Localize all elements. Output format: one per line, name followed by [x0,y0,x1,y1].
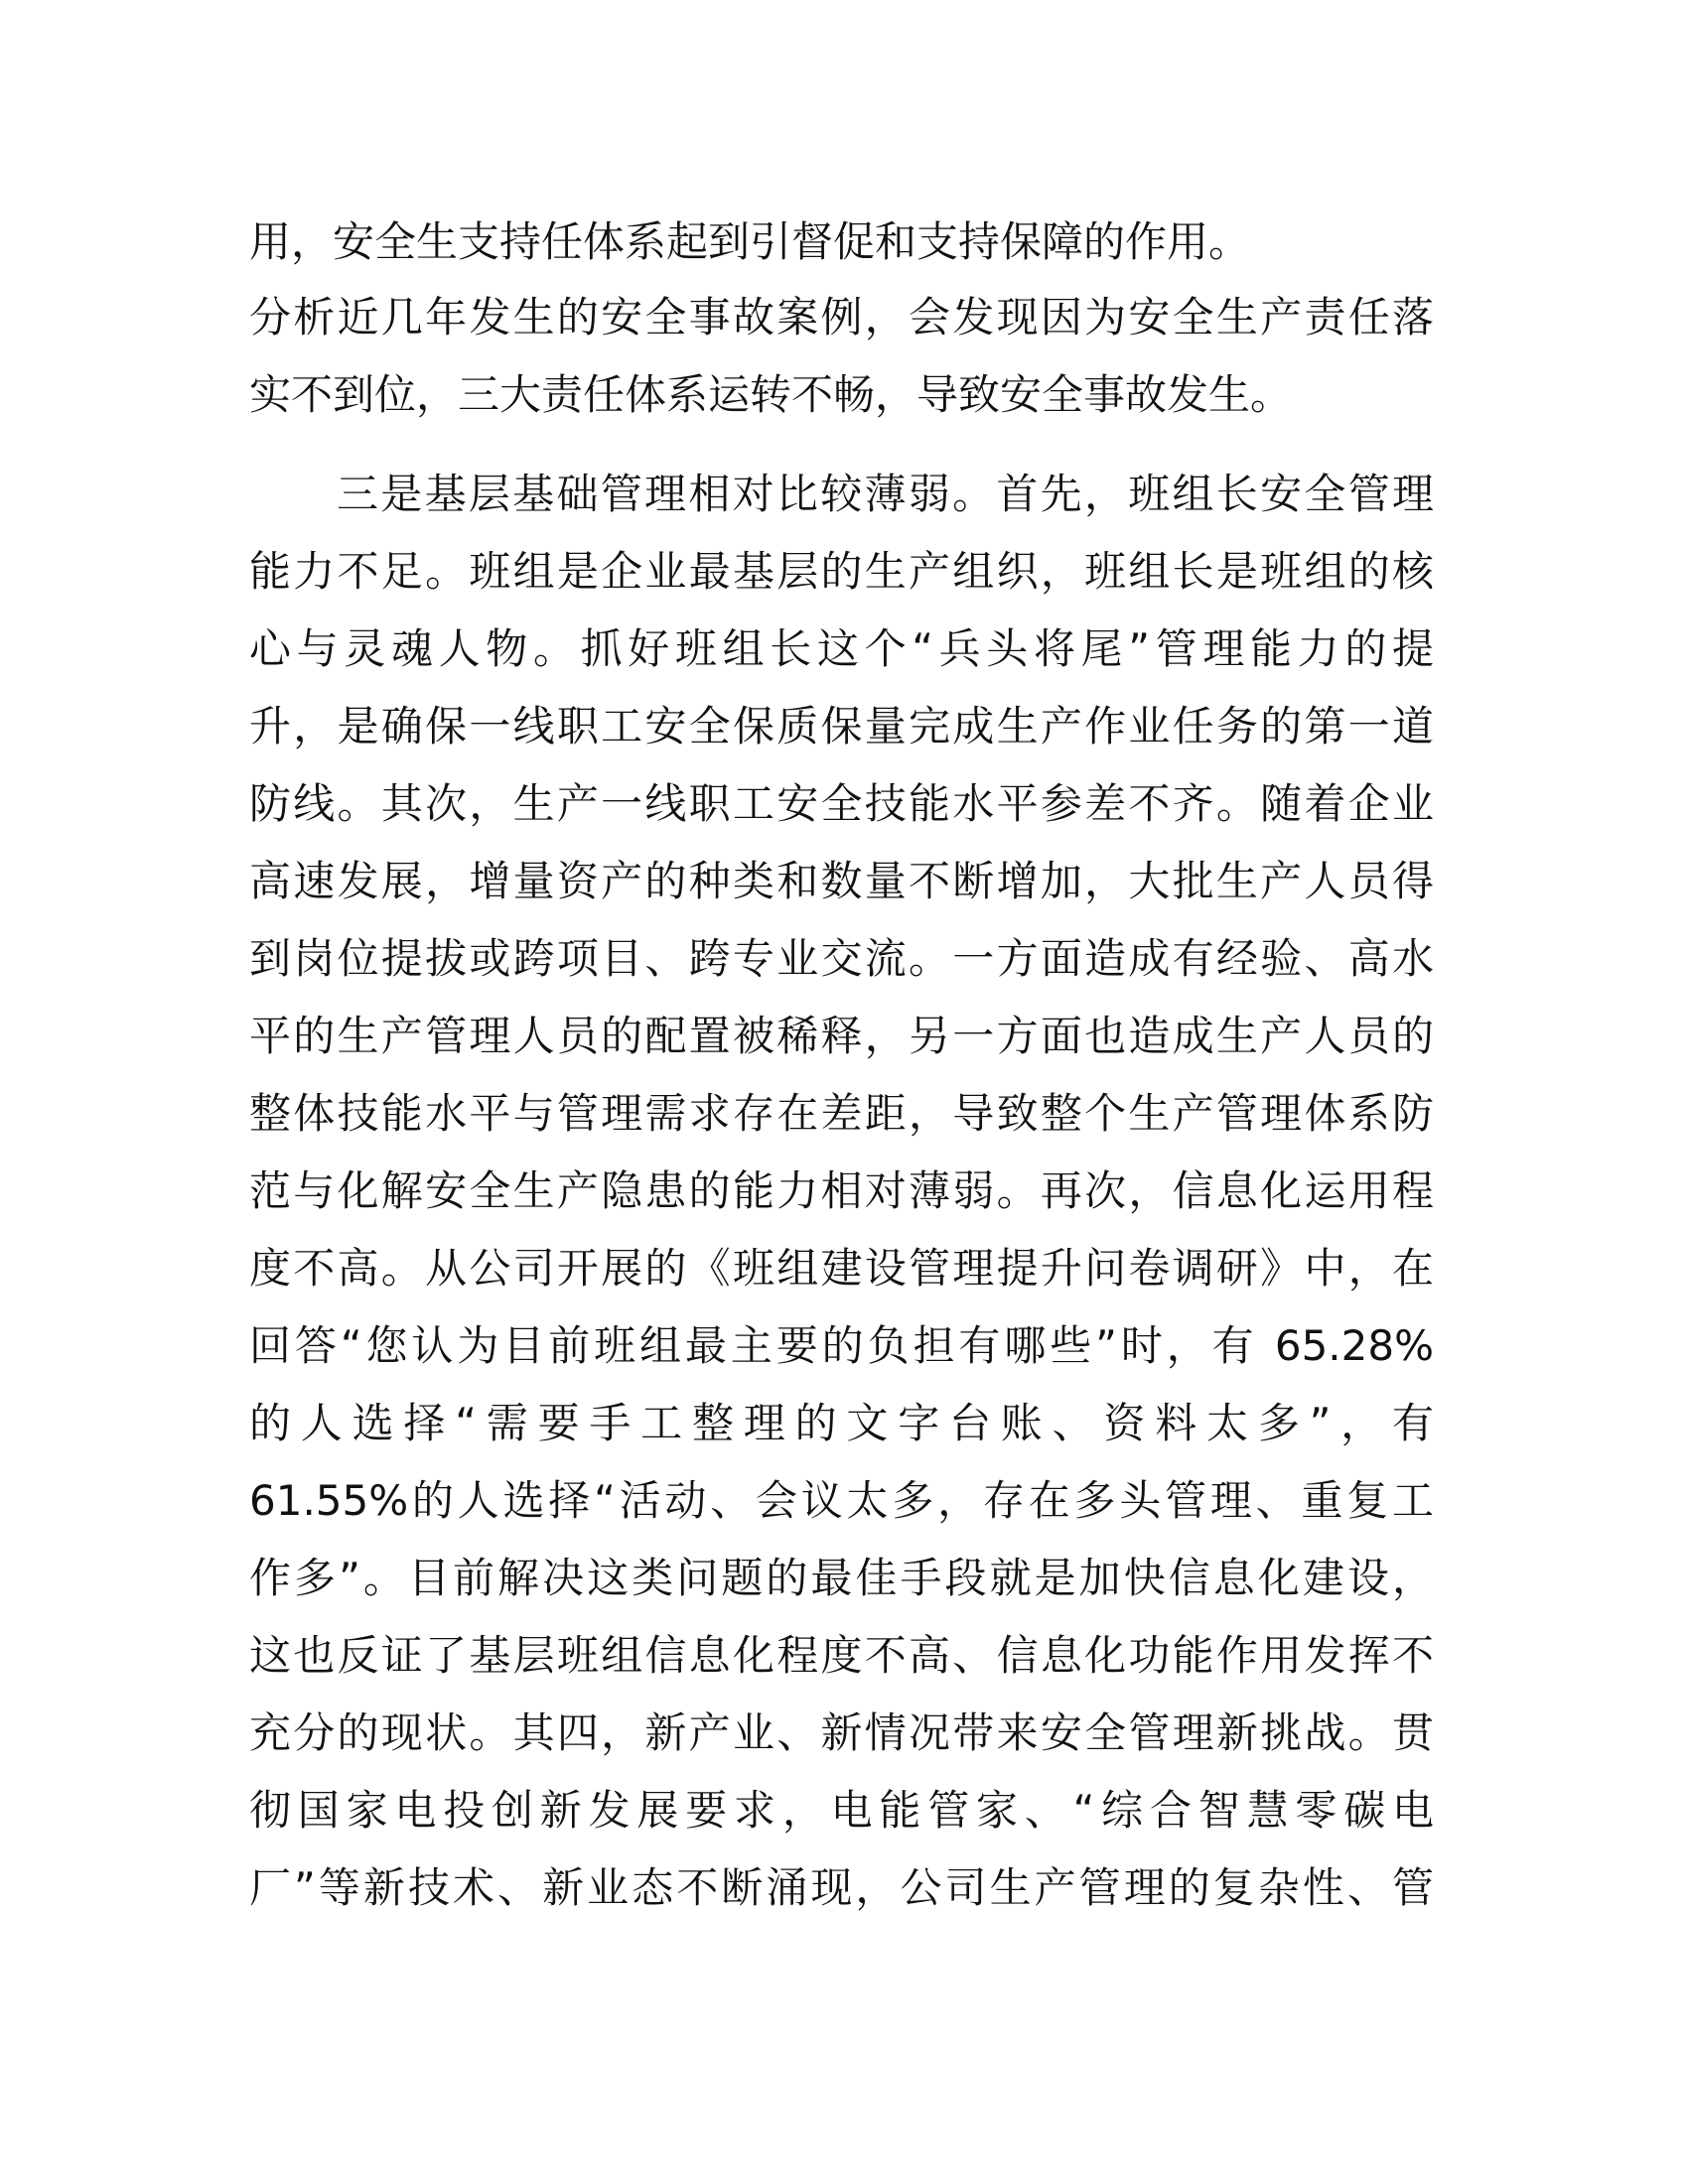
text-line-6: 心与灵魂人物。抓好班组长这个“兵头将尾”管理能力的提 [249,624,1434,673]
text-line-2: 分析近几年发生的安全事故案例，会发现因为安全生产责任落 [249,293,1434,341]
text-line-15: 回答“您认为目前班组最主要的负担有哪些”时，有 65.28% [249,1321,1434,1370]
text-line-20: 充分的现状。其四，新产业、新情况带来安全管理新挑战。贯 [249,1708,1434,1757]
text-line-5: 能力不足。班组是企业最基层的生产组织，班组长是班组的核 [249,547,1434,596]
text-line-21: 彻国家电投创新发展要求，电能管家、“综合智慧零碳电 [249,1786,1434,1835]
text-line-11: 平的生产管理人员的配置被稀释，另一方面也造成生产人员的 [249,1012,1434,1060]
text-line-18: 作多”。目前解决这类问题的最佳手段就是加快信息化建设， [249,1554,1434,1602]
text-line-9: 高速发展，增量资产的种类和数量不断增加，大批生产人员得 [249,857,1434,905]
text-line-12: 整体技能水平与管理需求存在差距，导致整个生产管理体系防 [249,1089,1434,1138]
text-line-3: 实不到位，三大责任体系运转不畅，导致安全事故发生。 [249,370,1293,419]
text-line-14: 度不高。从公司开展的《班组建设管理提升问卷调研》中，在 [249,1244,1434,1293]
text-line-10: 到岗位提拔或跨项目、跨专业交流。一方面造成有经验、高水 [249,934,1434,983]
text-line-8: 防线。其次，生产一线职工安全技能水平参差不齐。随着企业 [249,779,1434,828]
text-line-7: 升，是确保一线职工安全保质保量完成生产作业任务的第一道 [249,702,1434,751]
text-line-4: 三是基层基础管理相对比较薄弱。首先，班组长安全管理 [337,470,1434,518]
text-line-17: 61.55%的人选择“活动、会议太多，存在多头管理、重复工 [249,1476,1434,1525]
text-line-19: 这也反证了基层班组信息化程度不高、信息化功能作用发挥不 [249,1631,1434,1680]
text-line-13: 范与化解安全生产隐患的能力相对薄弱。再次，信息化运用程 [249,1166,1434,1215]
text-line-16: 的人选择“需要手工整理的文字台账、资料太多”，有 [249,1399,1434,1447]
text-line-1: 用，安全生支持任体系起到引督促和支持保障的作用。 [249,217,1251,266]
text-line-22: 厂”等新技术、新业态不断涌现，公司生产管理的复杂性、管 [249,1863,1434,1912]
